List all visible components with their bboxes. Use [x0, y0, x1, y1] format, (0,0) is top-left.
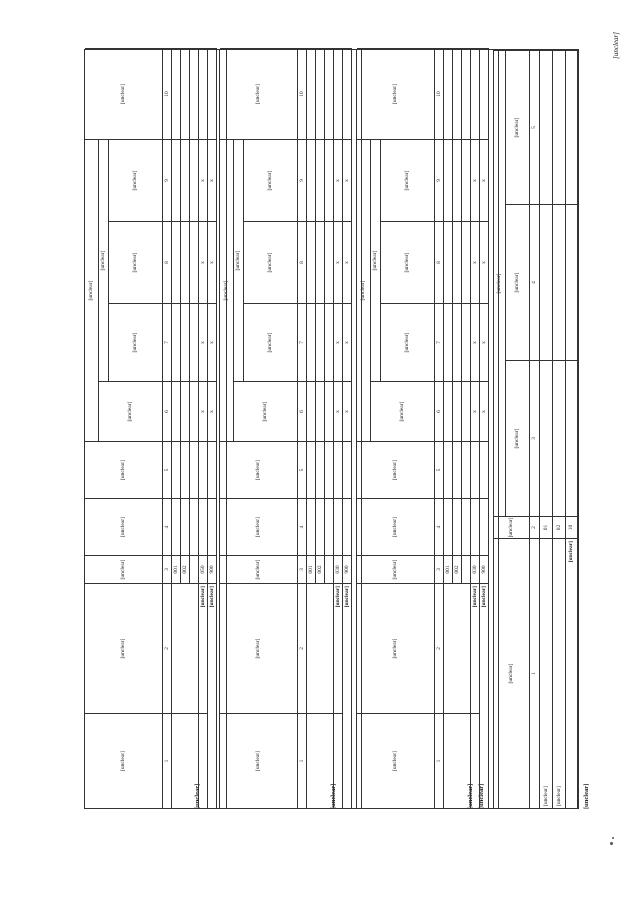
summary-table: [493, 49, 579, 809]
category-cell[interactable]: [471, 713, 480, 808]
category-cell[interactable]: [307, 713, 334, 808]
table-cell[interactable]: [181, 303, 190, 381]
table-cell[interactable]: [208, 498, 217, 555]
header-established: [unclear]: [220, 498, 298, 555]
table-cell[interactable]: [181, 48, 190, 139]
table-cell[interactable]: [316, 139, 325, 221]
payroll-table: [84, 49, 227, 809]
table-cell[interactable]: [316, 48, 325, 139]
table-cell[interactable]: x: [199, 303, 208, 381]
row-code: [462, 555, 471, 583]
header-year3: [unclear]: [506, 50, 530, 204]
header-code: [unclear]: [85, 555, 163, 583]
row-code: 001: [172, 555, 181, 583]
header-incl: [unclear]: [234, 139, 244, 381]
table-cell[interactable]: [190, 381, 199, 441]
table-cell[interactable]: [334, 498, 343, 555]
table-cell[interactable]: [316, 221, 325, 303]
table-title: [unclear]: [467, 783, 474, 809]
row-code: 002: [316, 555, 325, 583]
section-title: [unclear]: [583, 783, 590, 809]
header-planned: [unclear]: [357, 441, 435, 498]
table-cell[interactable]: [172, 498, 181, 555]
table-cell[interactable]: [462, 381, 471, 441]
header-code: [unclear]: [494, 516, 530, 538]
subtotal-label: [unclear]: [334, 583, 343, 713]
row-code: [190, 555, 199, 583]
header-avg-group: [unclear]: [357, 139, 371, 441]
table-cell[interactable]: [453, 48, 462, 139]
table-cell[interactable]: [480, 498, 489, 555]
table-cell[interactable]: [316, 303, 325, 381]
table-cell[interactable]: x: [480, 381, 489, 441]
table-cell[interactable]: x: [208, 221, 217, 303]
table-cell[interactable]: [181, 498, 190, 555]
table-cell[interactable]: [462, 221, 471, 303]
table-cell[interactable]: [343, 48, 352, 139]
table-cell[interactable]: [316, 498, 325, 555]
table-cell[interactable]: [172, 381, 181, 441]
column-number: 9: [298, 139, 307, 221]
row-label: [unclear]: [553, 538, 566, 808]
table-cell[interactable]: [444, 441, 453, 498]
header-fund: [unclear]: [357, 48, 435, 139]
column-number: 8: [435, 221, 444, 303]
row-code: 030: [471, 555, 480, 583]
total-value[interactable]: [566, 360, 578, 516]
table-cell[interactable]: x: [334, 221, 343, 303]
scan-dot: [612, 837, 614, 839]
section-title: [unclear]: [478, 783, 485, 809]
column-number: 8: [298, 221, 307, 303]
table-cell[interactable]: [334, 441, 343, 498]
scan-dot: [610, 842, 613, 845]
table-cell[interactable]: x: [199, 221, 208, 303]
table-cell[interactable]: [471, 441, 480, 498]
table-cell[interactable]: x: [471, 139, 480, 221]
table-title: [unclear]: [330, 783, 337, 809]
header-year1: [unclear]: [506, 360, 530, 516]
column-number: 3: [163, 555, 172, 583]
subtotal-label: [unclear]: [199, 583, 208, 713]
table-cell[interactable]: [453, 441, 462, 498]
table-cell[interactable]: [325, 48, 334, 139]
column-number: 3: [298, 555, 307, 583]
category-cell[interactable]: [172, 713, 199, 808]
column-number: 9: [435, 139, 444, 221]
header-salary: [unclear]: [244, 303, 298, 381]
table-cell[interactable]: x: [199, 139, 208, 221]
header-sum: [unclear]: [494, 50, 506, 516]
header-established: [unclear]: [85, 498, 163, 555]
column-number: 6: [298, 381, 307, 441]
column-number: 10: [163, 48, 172, 139]
column-number: 8: [163, 221, 172, 303]
header-incl: [unclear]: [99, 139, 109, 381]
num-5: 5: [530, 50, 540, 204]
header-fund: [unclear]: [85, 48, 163, 139]
table-cell[interactable]: [334, 48, 343, 139]
total-label: [unclear]: [480, 583, 489, 808]
header-code: [unclear]: [220, 555, 298, 583]
header-stim: [unclear]: [109, 139, 163, 221]
total-value[interactable]: [566, 204, 578, 360]
table-cell[interactable]: x: [334, 303, 343, 381]
num-1: 1: [530, 538, 540, 808]
column-number: 2: [435, 583, 444, 713]
table-cell[interactable]: [453, 139, 462, 221]
form-code: [unclear]: [612, 32, 620, 59]
header-comp: [unclear]: [244, 221, 298, 303]
row-code: 001: [307, 555, 316, 583]
subtotal-label: [unclear]: [471, 583, 480, 713]
table-cell[interactable]: [453, 498, 462, 555]
table-cell[interactable]: [325, 381, 334, 441]
table-cell[interactable]: [444, 498, 453, 555]
column-number: 10: [435, 48, 444, 139]
table-title: [unclear]: [194, 783, 201, 809]
column-number: 7: [435, 303, 444, 381]
total-value[interactable]: [566, 50, 578, 204]
header-total: [unclear]: [99, 381, 163, 441]
row-code: 050: [199, 555, 208, 583]
row-value[interactable]: [540, 50, 553, 204]
table-cell[interactable]: [208, 441, 217, 498]
header-total: [unclear]: [234, 381, 298, 441]
table-cell[interactable]: x: [208, 303, 217, 381]
category-cell[interactable]: [444, 713, 471, 808]
total-label: [unclear]: [208, 583, 217, 808]
header-category: [unclear]: [357, 713, 435, 808]
table-cell[interactable]: [307, 221, 316, 303]
table-cell[interactable]: [307, 303, 316, 381]
table-cell[interactable]: [190, 498, 199, 555]
column-number: 1: [435, 713, 444, 808]
header-total: [unclear]: [371, 381, 435, 441]
table-cell[interactable]: [444, 48, 453, 139]
table-cell[interactable]: [190, 221, 199, 303]
table-cell[interactable]: [172, 48, 181, 139]
row-code: 900: [343, 555, 352, 583]
column-number: 4: [435, 498, 444, 555]
row-code: 02: [553, 516, 566, 538]
table-cell[interactable]: x: [343, 303, 352, 381]
table-cell[interactable]: [444, 221, 453, 303]
header-planned: [unclear]: [85, 441, 163, 498]
column-number: 2: [298, 583, 307, 713]
table-cell[interactable]: [307, 441, 316, 498]
table-cell[interactable]: [462, 303, 471, 381]
table-cell[interactable]: x: [480, 221, 489, 303]
total-code: 10: [566, 516, 578, 538]
column-number: 10: [298, 48, 307, 139]
header-salary: [unclear]: [381, 303, 435, 381]
header-comp: [unclear]: [109, 221, 163, 303]
table-cell[interactable]: [316, 441, 325, 498]
table-cell[interactable]: [325, 498, 334, 555]
category-cell[interactable]: [199, 713, 208, 808]
position-cell[interactable]: [172, 583, 199, 713]
table-cell[interactable]: [172, 441, 181, 498]
row-value[interactable]: [540, 204, 553, 360]
header-indicator: [unclear]: [494, 538, 530, 808]
table-cell[interactable]: x: [343, 221, 352, 303]
table-cell[interactable]: [190, 303, 199, 381]
table-cell[interactable]: x: [471, 381, 480, 441]
table-cell[interactable]: [172, 139, 181, 221]
header-fund: [unclear]: [220, 48, 298, 139]
header-code: [unclear]: [357, 555, 435, 583]
table-cell[interactable]: x: [343, 381, 352, 441]
num-4: 4: [530, 204, 540, 360]
table-cell[interactable]: [325, 139, 334, 221]
row-code: 900: [480, 555, 489, 583]
header-planned: [unclear]: [220, 441, 298, 498]
table-cell[interactable]: x: [208, 381, 217, 441]
column-number: 6: [435, 381, 444, 441]
table-cell[interactable]: x: [471, 221, 480, 303]
header-incl: [unclear]: [371, 139, 381, 381]
row-value[interactable]: [553, 204, 566, 360]
table-cell[interactable]: [343, 441, 352, 498]
table-cell[interactable]: x: [334, 381, 343, 441]
column-number: 5: [435, 441, 444, 498]
header-position: [unclear]: [357, 583, 435, 713]
table-cell[interactable]: x: [480, 139, 489, 221]
header-position: [unclear]: [220, 583, 298, 713]
table-cell[interactable]: [462, 139, 471, 221]
column-number: 7: [163, 303, 172, 381]
header-category: [unclear]: [85, 713, 163, 808]
column-number: 3: [435, 555, 444, 583]
table-cell[interactable]: [480, 441, 489, 498]
table-cell[interactable]: [462, 441, 471, 498]
table-cell[interactable]: [190, 48, 199, 139]
table-cell[interactable]: x: [199, 381, 208, 441]
position-cell[interactable]: [444, 583, 471, 713]
column-number: 9: [163, 139, 172, 221]
table-cell[interactable]: x: [343, 139, 352, 221]
header-salary: [unclear]: [109, 303, 163, 381]
column-number: 4: [298, 498, 307, 555]
header-avg-group: [unclear]: [220, 139, 234, 441]
table-cell[interactable]: [190, 441, 199, 498]
table-cell[interactable]: [471, 498, 480, 555]
column-number: 4: [163, 498, 172, 555]
row-code: [325, 555, 334, 583]
row-code: 900: [208, 555, 217, 583]
table-cell[interactable]: [480, 48, 489, 139]
payroll-table: [356, 49, 499, 809]
payroll-table: [219, 49, 362, 809]
position-cell[interactable]: [307, 583, 334, 713]
header-established: [unclear]: [357, 498, 435, 555]
table-cell[interactable]: [199, 48, 208, 139]
table-cell[interactable]: [462, 48, 471, 139]
table-cell[interactable]: [453, 221, 462, 303]
table-cell[interactable]: [172, 221, 181, 303]
table-cell[interactable]: [316, 381, 325, 441]
table-cell[interactable]: [190, 139, 199, 221]
table-cell[interactable]: [181, 381, 190, 441]
num-2: 2: [530, 516, 540, 538]
table-cell[interactable]: [181, 139, 190, 221]
num-3: 3: [530, 360, 540, 516]
row-value[interactable]: [553, 360, 566, 516]
header-stim: [unclear]: [244, 139, 298, 221]
total-label: [unclear]: [566, 538, 578, 808]
table-cell[interactable]: [444, 381, 453, 441]
table-cell[interactable]: [172, 303, 181, 381]
table-cell[interactable]: [307, 498, 316, 555]
table-cell[interactable]: [199, 441, 208, 498]
row-code: 001: [444, 555, 453, 583]
column-number: 7: [298, 303, 307, 381]
column-number: 1: [163, 713, 172, 808]
table-cell[interactable]: [181, 441, 190, 498]
table-cell[interactable]: [462, 498, 471, 555]
table-cell[interactable]: [325, 303, 334, 381]
column-number: 1: [298, 713, 307, 808]
header-comp: [unclear]: [381, 221, 435, 303]
table-cell[interactable]: [307, 381, 316, 441]
table-cell[interactable]: [343, 498, 352, 555]
row-code: 01: [540, 516, 553, 538]
row-code: 002: [181, 555, 190, 583]
header-category: [unclear]: [220, 713, 298, 808]
table-cell[interactable]: [307, 48, 316, 139]
total-label: [unclear]: [343, 583, 352, 808]
table-cell[interactable]: [208, 48, 217, 139]
header-position: [unclear]: [85, 583, 163, 713]
table-cell[interactable]: [325, 221, 334, 303]
column-number: 2: [163, 583, 172, 713]
table-cell[interactable]: [181, 221, 190, 303]
table-cell[interactable]: x: [471, 303, 480, 381]
table-cell[interactable]: [453, 303, 462, 381]
header-year2: [unclear]: [506, 204, 530, 360]
table-cell[interactable]: [307, 139, 316, 221]
row-value[interactable]: [540, 360, 553, 516]
row-value[interactable]: [553, 50, 566, 204]
table-cell[interactable]: x: [480, 303, 489, 381]
row-label: [unclear]: [540, 538, 553, 808]
table-cell[interactable]: x: [208, 139, 217, 221]
category-cell[interactable]: [334, 713, 343, 808]
header-stim: [unclear]: [381, 139, 435, 221]
row-code: 002: [453, 555, 462, 583]
table-cell[interactable]: [471, 48, 480, 139]
table-cell[interactable]: [444, 303, 453, 381]
column-number: 6: [163, 381, 172, 441]
table-cell[interactable]: x: [334, 139, 343, 221]
column-number: 5: [163, 441, 172, 498]
header-avg-group: [unclear]: [85, 139, 99, 441]
table-cell[interactable]: [444, 139, 453, 221]
table-cell[interactable]: [453, 381, 462, 441]
row-code: 030: [334, 555, 343, 583]
table-cell[interactable]: [325, 441, 334, 498]
column-number: 5: [298, 441, 307, 498]
table-cell[interactable]: [199, 498, 208, 555]
